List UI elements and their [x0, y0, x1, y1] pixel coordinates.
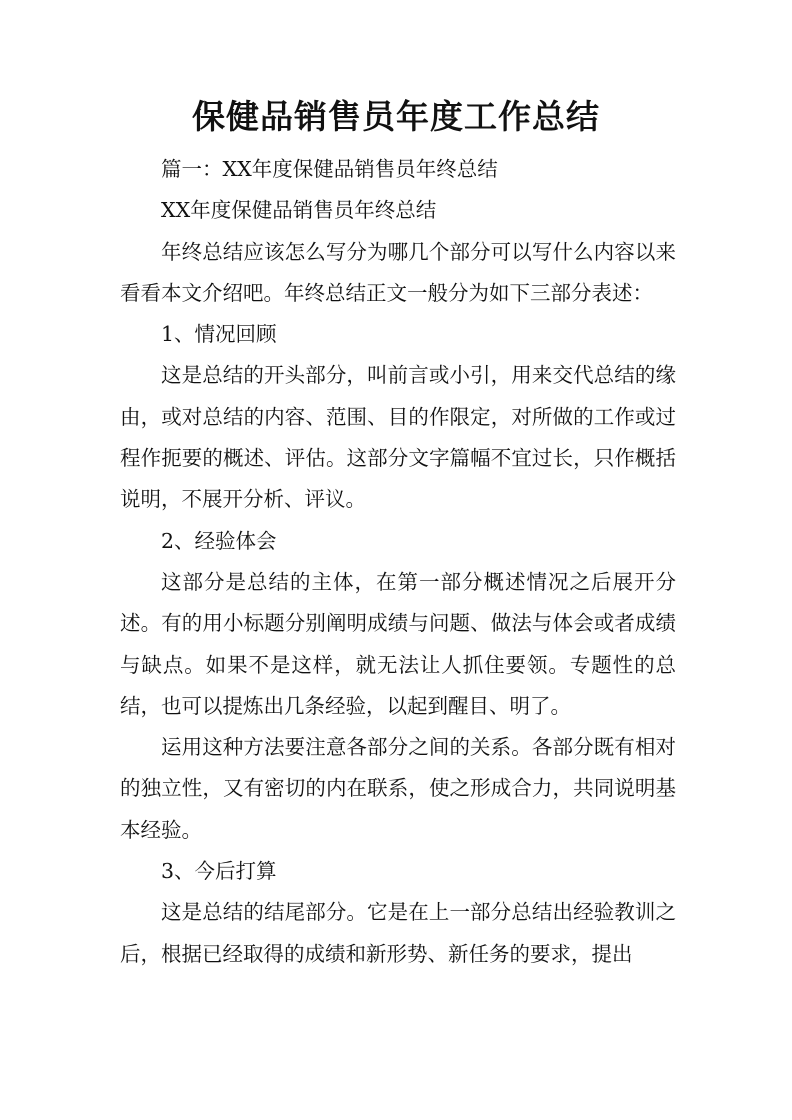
- heading-situation-review: 1、情况回顾: [161, 322, 277, 347]
- heading-future-plans: 3、今后打算: [161, 859, 277, 884]
- paragraph-intro: 年终总结应该怎么写分为哪几个部分可以写什么内容以来看看本文介绍吧。年终总结正文一般分为如下三部分表述：: [120, 239, 676, 305]
- heading-experience: 2、经验体会: [161, 528, 277, 553]
- paragraph-future-plans: 这是总结的结尾部分。它是在上一部分总结出经验教训之后，根据已经取得的成绩和新形势、新任务的要求，提出: [120, 900, 676, 966]
- document-body: [120, 149, 676, 975]
- paragraph-experience: 这部分是总结的主体，在第一部分概述情况之后展开分述。有的用小标题分别阐明成绩与问题、做法与体会或者成绩与缺点。如果不是这样，就无法让人抓住要领。专题性的总结，也可以提炼出几条经验，以起到醒目、明了。: [120, 569, 676, 718]
- paragraph-situation-review: 这是总结的开头部分，叫前言或小引，用来交代总结的缘由，或对总结的内容、范围、目的作限定，对所做的工作或过程作扼要的概述、评估。这部分文字篇幅不宜过长，只作概括说明，不展开分析、评议。: [120, 363, 676, 512]
- document-title: 保健品销售员年度工作总结: [192, 97, 600, 136]
- paragraph-section-heading: 篇一：XX年度保健品销售员年终总结: [161, 157, 498, 181]
- paragraph-subtitle: XX年度保健品销售员年终总结: [161, 198, 437, 223]
- paragraph-method: 运用这种方法要注意各部分之间的关系。各部分既有相对的独立性，又有密切的内在联系，使之形成合力，共同说明基本经验。: [120, 735, 676, 842]
